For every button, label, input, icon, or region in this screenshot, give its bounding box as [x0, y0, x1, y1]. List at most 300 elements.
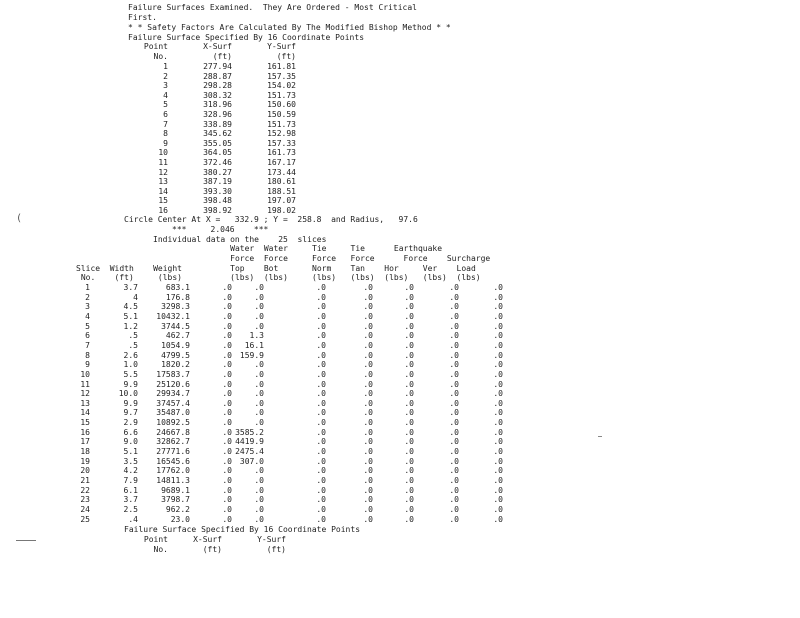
slice-table-cell: .0 [222, 456, 232, 466]
slice-table-cell: .0 [449, 311, 459, 321]
coord-table-cell: 345.62 [203, 129, 232, 139]
header-line-4: Failure Surface Specified By 16 Coordinate Points [128, 33, 365, 42]
slice-table-cell: .0 [316, 437, 326, 447]
slice-table-cell: .0 [493, 369, 503, 379]
slice-table-cell: .0 [254, 311, 264, 321]
slice-table-cell: .0 [449, 408, 459, 418]
slice-table-cell: .0 [404, 321, 414, 331]
coord-header-cell: No. [153, 52, 168, 61]
slice-table-cell: 17583.7 [156, 369, 190, 379]
slice-table-cell: .0 [254, 495, 264, 505]
slice-table-cell: .0 [493, 379, 503, 389]
slice-table-cell: .0 [363, 311, 373, 321]
slice-table-cell: .0 [222, 292, 232, 302]
slice-table-cell: .0 [404, 495, 414, 505]
slice-table-cell: 3.7 [123, 495, 138, 505]
slice-table-cell: .0 [449, 283, 459, 292]
slice-table-cell: 3.7 [123, 283, 138, 292]
slice-table-cell: .0 [404, 418, 414, 428]
slice-table-cell: .0 [363, 447, 373, 457]
slice-table-cell: .0 [404, 504, 414, 514]
slice-table-cell: 962.2 [165, 504, 190, 514]
slice-table-cell: 159.9 [239, 350, 264, 360]
slice-table-cell: 2.5 [123, 504, 138, 514]
slice-table-cell: .0 [222, 485, 232, 495]
slice-table-cell: .0 [449, 379, 459, 389]
slice-table-cell: .0 [404, 476, 414, 485]
slice-table-cell: .0 [363, 456, 373, 466]
slice-table-cell: .0 [493, 456, 503, 466]
slice-table-cell: .0 [493, 514, 503, 524]
slice-table-cell: .0 [316, 427, 326, 437]
slice-table-cell: 6.1 [123, 485, 138, 495]
slice-table-cell: .0 [222, 466, 232, 476]
slice-table-cell: .0 [222, 283, 232, 292]
coord-table-cell: 161.73 [267, 148, 296, 158]
slice-table-cell: .0 [222, 437, 232, 447]
slice-table-cell: 3798.7 [161, 495, 190, 505]
slice-table-cell: 2475.4 [235, 447, 264, 457]
slice-header-line-2: Force Force Force Force Force Surcharge [76, 254, 491, 263]
slice-table-cell: .0 [404, 398, 414, 408]
coord-table-cell: 12 [158, 167, 168, 177]
slice-table-cell: 8 [85, 350, 90, 360]
slice-table-cell: .0 [493, 292, 503, 302]
slice-table-cell: .0 [493, 398, 503, 408]
slice-table-cell: 4 [85, 311, 90, 321]
coord-table-cell: 3 [163, 81, 168, 91]
slice-table-cell: .5 [128, 340, 138, 350]
slice-table-cell: 7.9 [123, 476, 138, 485]
coord-table-cell: 1 [163, 62, 168, 71]
slice-table-cell: .0 [493, 437, 503, 447]
slice-table-cell: 5.1 [123, 311, 138, 321]
slice-table-cell: .0 [404, 340, 414, 350]
slice-table-cell: .0 [316, 476, 326, 485]
slice-table-cell: 9.9 [123, 398, 138, 408]
slice-intro-line: Individual data on the 25 slices [153, 235, 327, 244]
coord-table-cell: 154.02 [267, 81, 296, 91]
slice-table-cell: .0 [449, 418, 459, 428]
slice-table-cell: .0 [449, 360, 459, 370]
slice-table-cell: 1054.9 [161, 340, 190, 350]
slice-table-cell: 27771.6 [156, 447, 190, 457]
slice-table-cell: .0 [222, 408, 232, 418]
slice-table-cell: .0 [363, 292, 373, 302]
coord-table-cell: 338.89 [203, 119, 232, 129]
slice-table-cell: 19 [80, 456, 90, 466]
coord-table-cell: 198.02 [267, 206, 296, 215]
coord-table-cell: 2 [163, 71, 168, 81]
slice-table-cell: .0 [449, 302, 459, 312]
slice-table-cell: .0 [254, 283, 264, 292]
coord-table-cell: 188.51 [267, 186, 296, 196]
slice-table-cell: .0 [404, 456, 414, 466]
slice-table-cell: .0 [254, 369, 264, 379]
circle-center-line: Circle Center At X = 332.9 ; Y = 258.8 and Radius, 97.6 [124, 215, 418, 224]
slice-table-cell: 23 [80, 495, 90, 505]
slice-table-cell: 5.5 [123, 369, 138, 379]
slice-table-cell: 24 [80, 504, 90, 514]
slice-table-cell: 1.0 [123, 360, 138, 370]
coord-table-cell: 151.73 [267, 119, 296, 129]
slice-table-cell: 1.2 [123, 321, 138, 331]
slice-table-cell: .0 [316, 485, 326, 495]
slice-table-cell: .0 [254, 398, 264, 408]
slice-table-cell: .0 [254, 466, 264, 476]
coord-table-cell: 16 [158, 206, 168, 215]
slice-table-cell: .0 [449, 331, 459, 341]
slice-table-cell: .0 [449, 292, 459, 302]
coord-table-cell: 372.46 [203, 158, 232, 167]
slice-table-cell: 3298.3 [161, 302, 190, 312]
slice-table-cell: .0 [316, 504, 326, 514]
coord-table-cell: 5 [163, 100, 168, 110]
slice-table-cell: .0 [316, 311, 326, 321]
slice-table-cell: .0 [449, 504, 459, 514]
coord-table-cell: 308.32 [203, 90, 232, 100]
coord-header-cell: Point [143, 42, 168, 51]
slice-table-cell: .0 [404, 427, 414, 437]
slice-table-cell: 307.0 [239, 456, 264, 466]
slice-table-cell: .0 [222, 389, 232, 399]
slice-table-cell: 1 [85, 283, 90, 292]
slice-table-cell: .0 [222, 369, 232, 379]
slice-table-cell: .0 [222, 447, 232, 457]
slice-table-cell: .0 [222, 350, 232, 360]
slice-table-cell: 9.0 [123, 437, 138, 447]
slice-table-cell: .0 [404, 331, 414, 341]
slice-table-cell: .0 [404, 292, 414, 302]
slice-table-cell: 20 [80, 466, 90, 476]
slice-table-cell: .0 [493, 476, 503, 485]
slice-table-cell: .0 [404, 389, 414, 399]
slice-table-cell: .0 [404, 514, 414, 524]
slice-table-cell: 10892.5 [156, 418, 190, 428]
coord-table-cell: 355.05 [203, 138, 232, 148]
slice-table-cell: .0 [493, 447, 503, 457]
slice-table-cell: .0 [316, 379, 326, 389]
coord-table-cell: 180.61 [267, 177, 296, 187]
slice-table-cell: 25 [80, 514, 90, 524]
slice-table-cell: .0 [316, 408, 326, 418]
slice-table-cell: 23.0 [170, 514, 190, 524]
slice-table-cell: 14811.3 [156, 476, 190, 485]
slice-table-cell: 12 [80, 389, 90, 399]
slice-table-cell: .0 [316, 321, 326, 331]
coord-table-cell: 167.17 [267, 158, 296, 167]
coord-table-cell: 6 [163, 110, 168, 119]
coord-table-cell: 15 [158, 196, 168, 206]
scan-mark-right [598, 436, 602, 437]
slice-table-cell: .0 [363, 331, 373, 341]
slice-table-cell: 5 [85, 321, 90, 331]
slice-table-cell: .0 [404, 350, 414, 360]
slice-table-cell: .0 [404, 447, 414, 457]
footer-header-cell: X-Surf [193, 535, 222, 544]
slice-table-cell: .0 [493, 418, 503, 428]
slice-table-cell: .0 [449, 398, 459, 408]
coord-header-cell: X-Surf [203, 42, 232, 51]
coord-header-cell: (ft) [212, 52, 232, 61]
slice-header-line-3: Slice Width Weight Top Bot Norm Tan Hor Ver Load [76, 264, 476, 273]
slice-table-cell: .0 [493, 485, 503, 495]
slice-table-cell: .0 [222, 427, 232, 437]
slice-table-cell: .0 [449, 340, 459, 350]
slice-table-cell: .0 [222, 331, 232, 341]
slice-table-cell: .0 [316, 398, 326, 408]
footer-header-cell: No. [153, 545, 168, 554]
footer-header-cell: (ft) [202, 545, 222, 554]
slice-table-cell: .0 [449, 514, 459, 524]
slice-table-cell: .0 [222, 311, 232, 321]
scan-mark-bottom [16, 532, 36, 541]
slice-table-cell: .0 [316, 418, 326, 428]
slice-table-cell: .0 [363, 350, 373, 360]
coord-table-cell: 387.19 [203, 177, 232, 187]
slice-table-cell: 10432.1 [156, 311, 190, 321]
slice-table-cell: 17 [80, 437, 90, 447]
slice-table-cell: 2.9 [123, 418, 138, 428]
coord-table-cell: 152.98 [267, 129, 296, 139]
slice-table-cell: .0 [222, 379, 232, 389]
slice-table-cell: .0 [363, 340, 373, 350]
slice-table-cell: .0 [254, 504, 264, 514]
slice-table-cell: 14 [80, 408, 90, 418]
coord-table-cell: 150.59 [267, 110, 296, 119]
coord-table-cell: 9 [163, 138, 168, 148]
slice-table-cell: .0 [363, 389, 373, 399]
slice-table-cell: 3744.5 [161, 321, 190, 331]
slice-table-cell: .0 [404, 485, 414, 495]
slice-table-cell: 10.0 [118, 389, 138, 399]
coord-header-cell: Y-Surf [267, 42, 296, 51]
slice-table-cell: .0 [316, 302, 326, 312]
slice-table-cell: .0 [222, 340, 232, 350]
slice-table-cell: .0 [316, 292, 326, 302]
slice-table-cell: .0 [254, 476, 264, 485]
slice-table-cell: .0 [493, 283, 503, 292]
slice-table-cell: 4.2 [123, 466, 138, 476]
slice-table-cell: .0 [404, 283, 414, 292]
slice-table-cell: .0 [363, 283, 373, 292]
slice-table-cell: 4799.5 [161, 350, 190, 360]
coord-table-cell: 288.87 [203, 71, 232, 81]
coord-table-cell: 11 [158, 158, 168, 167]
footer-line-1: Failure Surface Specified By 16 Coordinate Points [124, 525, 361, 534]
header-line-1: Failure Surfaces Examined. They Are Ordered - Most Critical [128, 3, 417, 12]
slice-table-cell: 683.1 [165, 283, 190, 292]
slice-table-cell: .0 [222, 321, 232, 331]
coord-table-cell: 161.81 [267, 62, 296, 71]
slice-table-cell: 9.9 [123, 379, 138, 389]
slice-table-cell: .0 [316, 331, 326, 341]
slice-table-cell: .0 [404, 369, 414, 379]
slice-table-cell: .0 [449, 427, 459, 437]
slice-table-cell: 5.1 [123, 447, 138, 457]
coord-table-cell: 13 [158, 177, 168, 187]
coord-table-cell: 10 [158, 148, 168, 158]
slice-table-cell: .0 [493, 311, 503, 321]
slice-table-cell: 4419.9 [235, 437, 264, 447]
slice-table-cell: 13 [80, 398, 90, 408]
slice-table-cell: .4 [128, 514, 138, 524]
slice-table-cell: .0 [493, 302, 503, 312]
slice-table-cell: .0 [363, 321, 373, 331]
slice-table-cell: 32862.7 [156, 437, 190, 447]
slice-table-cell: 16 [80, 427, 90, 437]
slice-table-cell: .0 [404, 379, 414, 389]
slice-table-cell: 7 [85, 340, 90, 350]
slice-table-cell: 25120.6 [156, 379, 190, 389]
slice-table-cell: .0 [449, 476, 459, 485]
coord-table-cell: 157.33 [267, 138, 296, 148]
slice-table-cell: .0 [254, 379, 264, 389]
slice-table-cell: .0 [254, 292, 264, 302]
slice-table-cell: 24667.8 [156, 427, 190, 437]
coord-table-cell: 393.30 [203, 186, 232, 196]
slice-table-cell: .0 [222, 398, 232, 408]
slice-table-cell: .0 [449, 369, 459, 379]
slice-table-cell: 462.7 [165, 331, 190, 341]
slice-table-cell: .0 [254, 514, 264, 524]
slice-table-cell: .0 [222, 514, 232, 524]
slice-table-cell: .0 [316, 283, 326, 292]
slice-table-cell: 22 [80, 485, 90, 495]
slice-header-line-4: No. (ft) (lbs) (lbs) (lbs) (lbs) (lbs) (lbs) (lbs) (lbs) [76, 273, 481, 282]
slice-table-cell: .0 [316, 514, 326, 524]
slice-table-cell: 6.6 [123, 427, 138, 437]
slice-table-cell: 35487.0 [156, 408, 190, 418]
coord-table-cell: 151.73 [267, 90, 296, 100]
coord-table-cell: 298.28 [203, 81, 232, 91]
slice-table-cell: .0 [316, 340, 326, 350]
slice-table-cell: .0 [316, 369, 326, 379]
slice-table-cell: 3 [85, 302, 90, 312]
slice-table-cell: 4 [133, 292, 138, 302]
coord-table-cell: 277.94 [203, 62, 232, 71]
slice-table-cell: .0 [493, 331, 503, 341]
slice-table-cell: .0 [449, 466, 459, 476]
slice-table-cell: 16.1 [244, 340, 264, 350]
slice-table-cell: .0 [316, 495, 326, 505]
slice-table-cell: .0 [404, 302, 414, 312]
slice-table-cell: .0 [363, 466, 373, 476]
slice-table-cell: .0 [404, 408, 414, 418]
slice-table-cell: .0 [363, 427, 373, 437]
slice-table-cell: 37457.4 [156, 398, 190, 408]
footer-header-cell: (ft) [266, 545, 286, 554]
slice-table-cell: 2 [85, 292, 90, 302]
slice-table-cell: .0 [404, 311, 414, 321]
slice-table-cell: 1820.2 [161, 360, 190, 370]
slice-table-cell: .0 [363, 476, 373, 485]
coord-table-cell: 328.96 [203, 110, 232, 119]
slice-table-cell: .0 [254, 302, 264, 312]
slice-table-cell: 16545.6 [156, 456, 190, 466]
slice-table-cell: 9 [85, 360, 90, 370]
slice-table-cell: .0 [222, 504, 232, 514]
coord-table-cell: 380.27 [203, 167, 232, 177]
slice-table-cell: 18 [80, 447, 90, 457]
slice-table-cell: .0 [316, 360, 326, 370]
slice-table-cell: .0 [316, 389, 326, 399]
slice-table-cell: .0 [493, 350, 503, 360]
coord-table-cell: 398.48 [203, 196, 232, 206]
slice-table-cell: .0 [316, 466, 326, 476]
slice-table-cell: .0 [254, 321, 264, 331]
slice-table-cell: .0 [449, 389, 459, 399]
slice-table-cell: .0 [493, 408, 503, 418]
slice-table-cell: 9689.1 [161, 485, 190, 495]
coord-table-cell: 173.44 [267, 167, 296, 177]
slice-table-cell: 4.5 [123, 302, 138, 312]
slice-table-cell: .0 [222, 495, 232, 505]
slice-table-cell: .0 [404, 437, 414, 447]
coord-table-cell: 197.07 [267, 196, 296, 206]
slice-table-cell: .0 [254, 360, 264, 370]
safety-factor-line: *** 2.046 *** [172, 225, 269, 234]
coord-table-cell: 157.35 [267, 71, 296, 81]
slice-table-cell: .0 [254, 485, 264, 495]
slice-table-cell: 10 [80, 369, 90, 379]
slice-table-cell: .0 [449, 437, 459, 447]
coord-table-cell: 8 [163, 129, 168, 139]
coord-table-cell: 7 [163, 119, 168, 129]
slice-table-cell: 1.3 [249, 331, 264, 341]
slice-table-cell: .0 [363, 379, 373, 389]
header-line-3: * * Safety Factors Are Calculated By The Modified Bishop Method * * [128, 23, 451, 32]
slice-table-cell: .0 [316, 456, 326, 466]
slice-table-cell: .0 [316, 350, 326, 360]
slice-table-cell: 11 [80, 379, 90, 389]
slice-table-cell: .0 [493, 321, 503, 331]
slice-table-cell: .0 [493, 495, 503, 505]
coord-table-cell: 364.05 [203, 148, 232, 158]
slice-table-cell: .5 [128, 331, 138, 341]
header-line-2: First. [128, 13, 157, 22]
slice-table-cell: .0 [493, 427, 503, 437]
slice-table-cell: .0 [254, 418, 264, 428]
slice-table-cell: .0 [493, 504, 503, 514]
slice-table-cell: 2.6 [123, 350, 138, 360]
slice-table-cell: .0 [363, 514, 373, 524]
slice-table-cell: .0 [363, 485, 373, 495]
slice-table-cell: 3585.2 [235, 427, 264, 437]
slice-table-cell: .0 [363, 398, 373, 408]
slice-table-cell: .0 [449, 485, 459, 495]
slice-table-cell: .0 [493, 389, 503, 399]
slice-table-cell: .0 [254, 389, 264, 399]
slice-table-cell: 29934.7 [156, 389, 190, 399]
slice-table-cell: .0 [493, 360, 503, 370]
scan-mark-left: ( [16, 213, 23, 224]
slice-table-cell: .0 [449, 495, 459, 505]
slice-table-cell: .0 [222, 302, 232, 312]
coord-table-cell: 14 [158, 186, 168, 196]
coord-header-cell: (ft) [276, 52, 296, 61]
slice-table-cell: .0 [222, 476, 232, 485]
slice-table-cell: 17762.0 [156, 466, 190, 476]
slice-table-cell: .0 [449, 321, 459, 331]
slice-table-cell: .0 [363, 504, 373, 514]
slice-table-cell: .0 [254, 408, 264, 418]
slice-table-cell: .0 [493, 466, 503, 476]
footer-header-cell: Point [143, 535, 168, 544]
slice-table-cell: .0 [449, 447, 459, 457]
slice-table-cell: .0 [363, 437, 373, 447]
slice-table-cell: 9.7 [123, 408, 138, 418]
